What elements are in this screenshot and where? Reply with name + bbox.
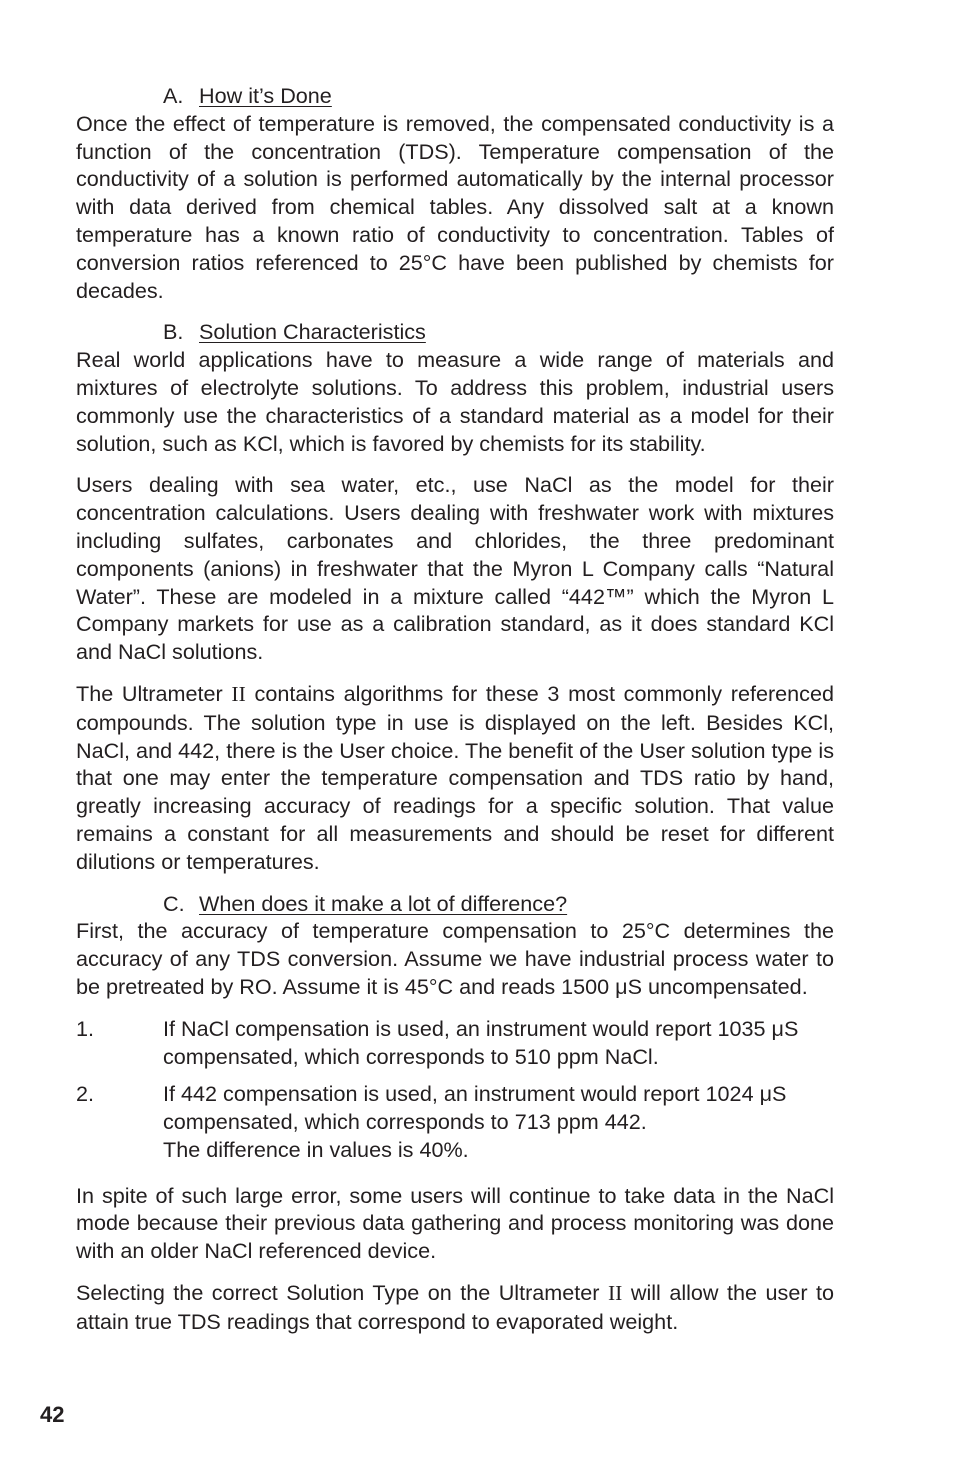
section-b-paragraph-2: Users dealing with sea water, etc., use NaCl as the model for their concentration calculations. Users dealing with freshwater work with mixtures including sulfates, carbonates and chlorides, the three predominant components (anions) in freshwater that the Myron L Company calls “Natural Water”. These are modeled in a mixture called “442™” which the Myron L Company markets for use as a calibration standard, as it does standard KCl and NaCl solutions. (76, 472, 834, 665)
section-c-letter: C. (163, 890, 185, 916)
section-b-paragraph-1: Real world applications have to measure a wide range of materials and mixtures of electrolyte solutions. To address this problem, industrial users commonly use the characteristics of a standard material as a model for their solution, such as KCl, which is favored by chemists for its stability. (76, 347, 834, 456)
list-item-text: If 442 compensation is used, an instrument would report 1024 μS compensated, which corresponds to 713 ppm 442. (163, 1081, 787, 1135)
section-a-paragraph-1: Once the effect of temperature is removed, the compensated conductivity is a function of the concentration (TDS). Temperature compensation of the conductivity of a solution is performed automatically by the internal processor with data derived from chemical tables. Any dissolved salt at a known temperature has a known ratio of conductivity to concentration. Tables of conversion ratios referenced to 25°C have been published by chemists for decades. (76, 110, 834, 303)
text-span: will allow the user to attain true TDS readings that correspond to evaporated weight. (76, 1280, 835, 1334)
text-span: contains algorithms for these 3 most commonly referenced compounds. The solution type in use is displayed on the left. Besides KCl, NaCl, and 442, there is the User choice. The benefit of the User solution type is that one may enter the temperature compensation and TDS ratio by hand, greatly increasing accuracy of readings for a specific solution. That value remains a constant for all measurements and should be reset for different dilutions or temperatures. (76, 680, 834, 874)
list-item-body (163, 1015, 834, 1071)
text-span: The Ultrameter (76, 680, 232, 706)
section-b-heading (76, 318, 834, 346)
list-item-body (163, 1080, 834, 1163)
section-b-letter: B. (163, 319, 184, 345)
section-b-title: Solution Characteristics (199, 319, 426, 345)
section-c-paragraph-3 (76, 1279, 834, 1336)
page-number: 42 (40, 1402, 65, 1427)
section-a-letter: A. (163, 83, 184, 108)
list-item-text: If NaCl compensation is used, an instrument would report 1035 μS compensated, which corresponds to 510 ppm NaCl. (163, 1015, 799, 1069)
section-c-paragraph-1: First, the accuracy of temperature compensation to 25°C determines the accuracy of any TDS conversion. Assume we have industrial process water to be pretreated by RO. Assume it is 45°C and reads 1500 μS uncompensated. (76, 918, 834, 999)
list-item (76, 1080, 834, 1163)
section-c-title: When does it make a lot of difference? (199, 890, 568, 916)
page-content (76, 82, 834, 1350)
section-c-paragraph-2: In spite of such large error, some users will continue to take data in the NaCl mode because their previous data gathering and process monitoring was done with an older NaCl referenced device. (76, 1182, 834, 1264)
section-a-heading (76, 82, 834, 110)
section-c-heading (76, 890, 834, 918)
list-item-number: 1. (76, 1015, 95, 1041)
list-item-note: The difference in values is 40%. (163, 1136, 469, 1162)
section-b-paragraph-3 (76, 680, 834, 876)
model-name: II (231, 681, 246, 706)
model-name: II (607, 1281, 623, 1306)
section-a-title: How it’s Done (199, 83, 332, 108)
list-item (76, 1015, 834, 1071)
text-span: Selecting the correct Solution Type on the Ultrameter (76, 1280, 608, 1306)
list-item-number: 2. (76, 1081, 95, 1107)
